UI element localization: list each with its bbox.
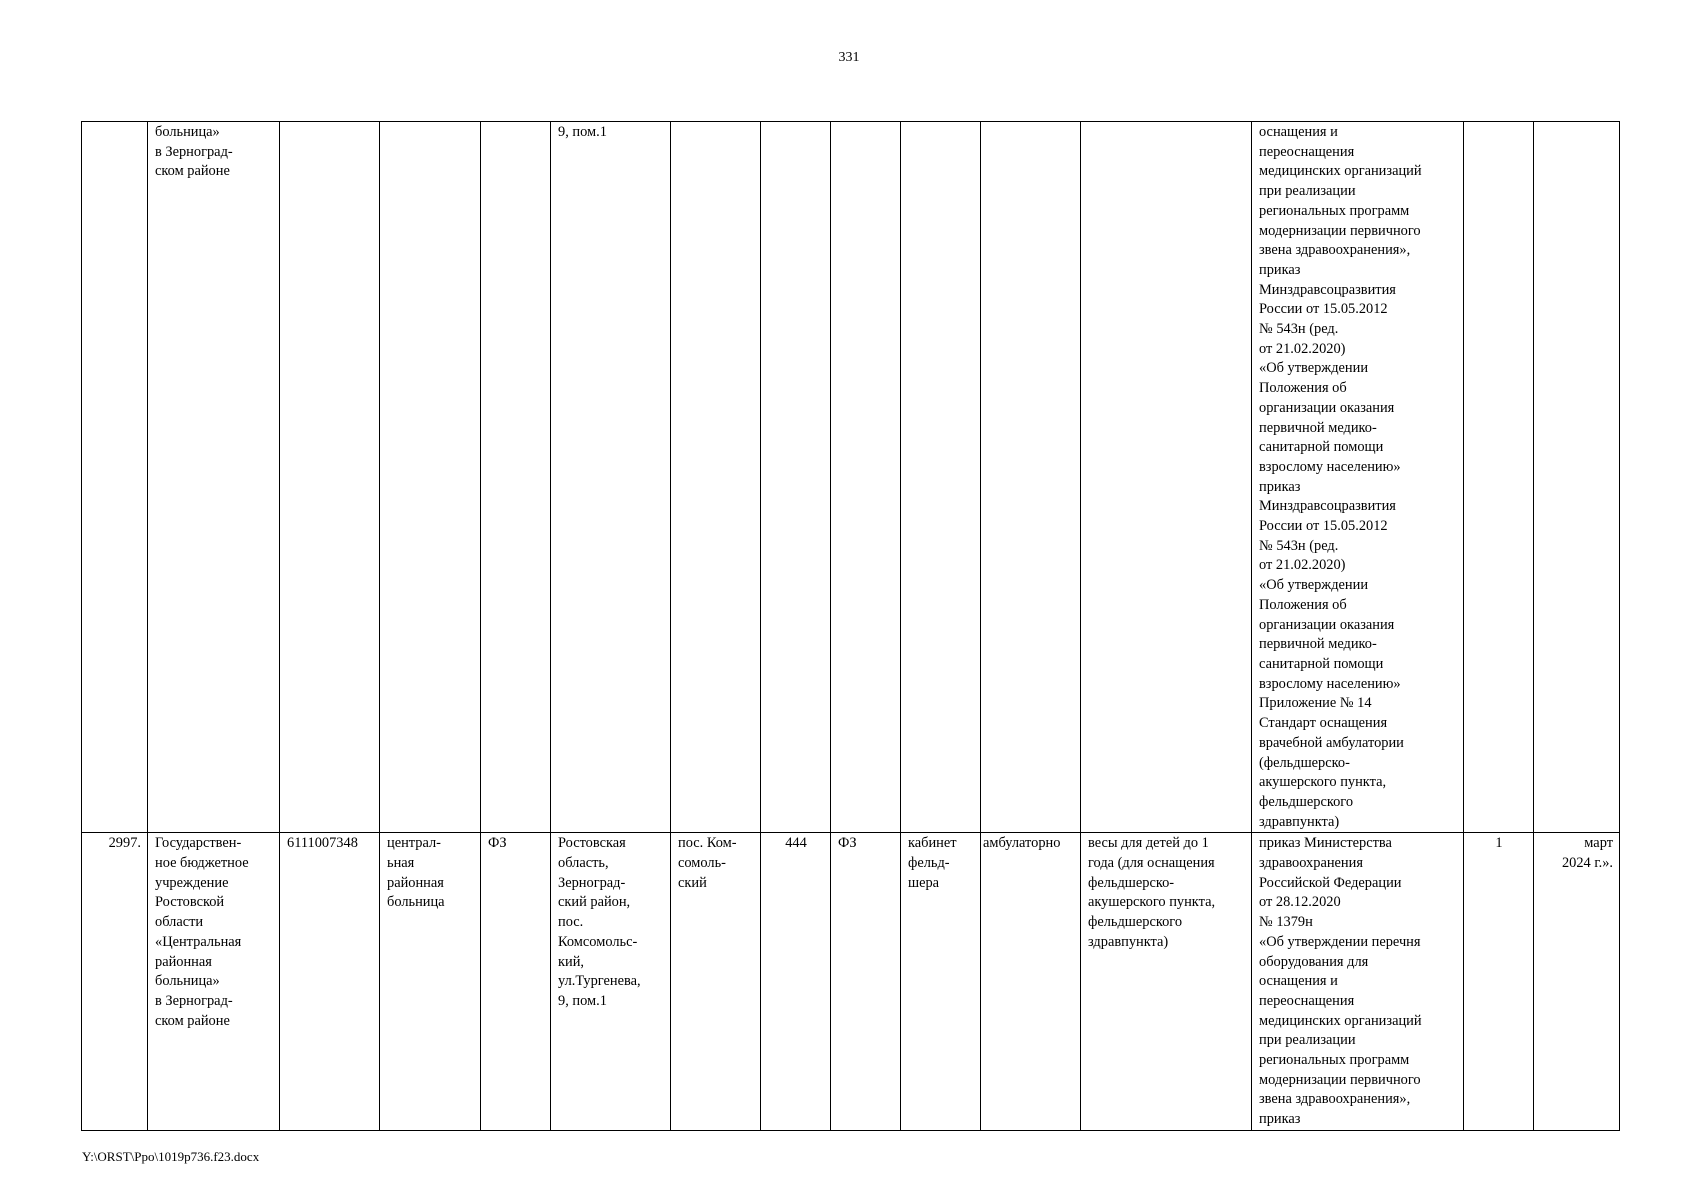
cell-quantity: [1464, 122, 1534, 833]
cell-settlement: [671, 122, 761, 833]
cell-address: Ростовская область, Зерноград- ский район, пос. Комсомольс- кий, ул.Тургенева, 9, пом.1: [551, 833, 671, 1131]
cell-population: 444: [761, 833, 831, 1131]
cell-care-form: амбулаторно: [981, 833, 1081, 1131]
cell-deadline: март 2024 г.».: [1534, 833, 1620, 1131]
page-number: 331: [838, 50, 860, 65]
cell-number: 2997.: [82, 833, 148, 1131]
cell-inn: 6111007348: [280, 833, 380, 1131]
cell-subdivision: [481, 122, 551, 833]
table-row: [82, 833, 1620, 1131]
cell-settlement: пос. Ком- сомоль- ский: [671, 833, 761, 1131]
registry-table: [81, 121, 1620, 1131]
cell-inn: [280, 122, 380, 833]
cell-room: [901, 122, 981, 833]
cell-subdivision: ФЗ: [481, 833, 551, 1131]
cell-equipment: [1081, 122, 1252, 833]
cell-equipment: весы для детей до 1 года (для оснащения фельдшерско- акушерского пункта, фельдшерского здравпункта): [1081, 833, 1252, 1131]
cell-unit-code: ФЗ: [831, 833, 901, 1131]
cell-organization: Государствен- ное бюджетное учреждение Ростовской области «Центральная районная больница» в Зерноград- ском районе: [148, 833, 280, 1131]
table-row: [82, 122, 1620, 833]
cell-care-form: [981, 122, 1081, 833]
file-path-footer: Y:\ORST\Ppo\1019p736.f23.docx: [82, 1149, 260, 1164]
cell-population: [761, 122, 831, 833]
cell-quantity: 1: [1464, 833, 1534, 1131]
cell-regulation: оснащения и переоснащения медицинских организаций при реализации региональных программ модернизации первичного звена здравоохранения», приказ Минздравсоцразвития России от 15.05.2012 № 543н (ред. от 21.02.2020) «Об утверждении Положения об организации оказания первичной медико- санитарной помощи взрослому населению» приказ Минздравсоцразвития России от 15.05.2012 № 543н (ред. от 21.02.2020) «Об утверждении Положения об организации оказания первичной медико- санитарной помощи взрослому населению» Приложение № 14 Стандарт оснащения врачебной амбулатории (фельдшерско- акушерского пункта, фельдшерского здравпункта): [1252, 122, 1464, 833]
cell-address: 9, пом.1: [551, 122, 671, 833]
cell-room: кабинет фельд- шера: [901, 833, 981, 1131]
cell-number: [82, 122, 148, 833]
cell-unit-code: [831, 122, 901, 833]
cell-organization: больница» в Зерноград- ском районе: [148, 122, 280, 833]
cell-regulation: приказ Министерства здравоохранения Российской Федерации от 28.12.2020 № 1379н «Об утверждении перечня оборудования для оснащения и переоснащения медицинских организаций при реализации региональных программ модернизации первичного звена здравоохранения», приказ: [1252, 833, 1464, 1131]
cell-unit-type: централ- ьная районная больница: [380, 833, 481, 1131]
cell-unit-type: [380, 122, 481, 833]
cell-deadline: [1534, 122, 1620, 833]
